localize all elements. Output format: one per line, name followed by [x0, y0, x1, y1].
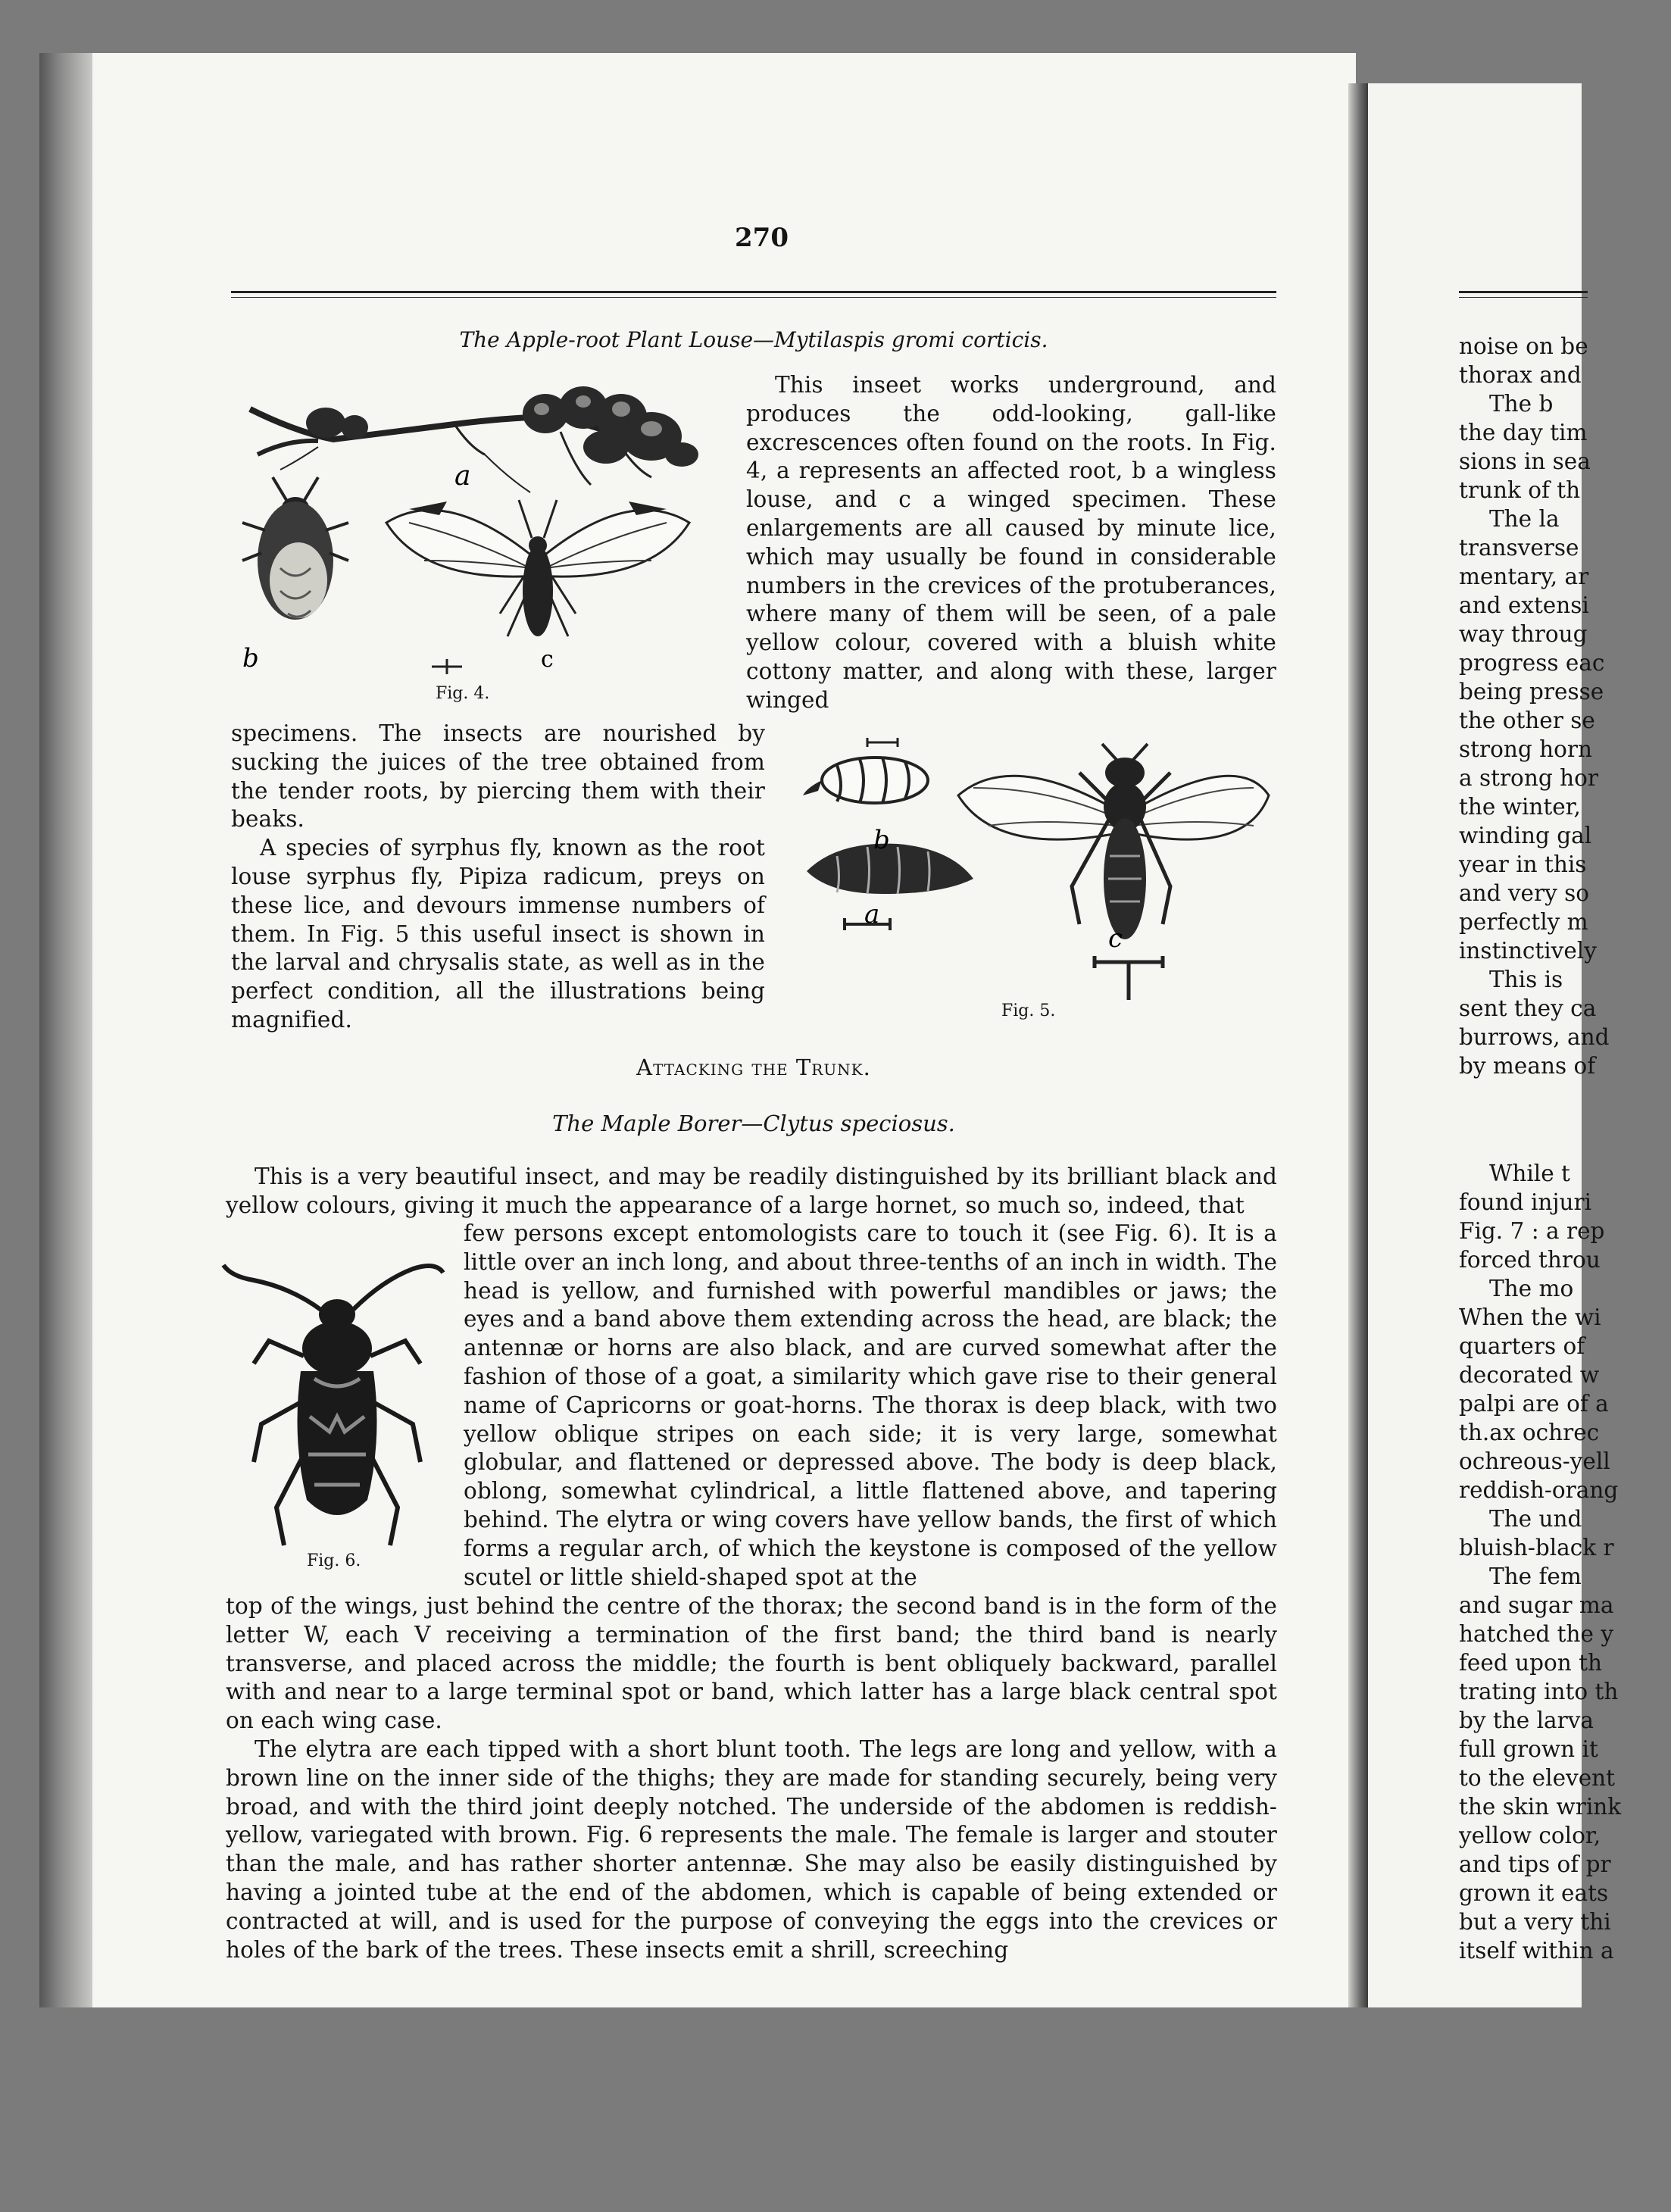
book-spine — [39, 53, 92, 2007]
fig5-label-c: c — [1108, 923, 1123, 954]
paragraph-maple-borer-intro — [226, 1163, 1277, 1220]
right-line: instinctively — [1459, 938, 1597, 964]
fig5-label-a: a — [864, 899, 880, 929]
right-line: feed upon th — [1459, 1650, 1602, 1676]
right-line: th.ax ochrec — [1459, 1420, 1600, 1445]
right-line: thorax and — [1459, 362, 1582, 388]
paragraph-elytra: The elytra are each tipped with a short blunt tooth. The legs are long and yellow, with a brown line on the inner side of the thighs; they are made for standing securely, being very broad, and with the third joint deeply notched. The underside of the abdomen is reddish-yellow, variegated with brown. Fig. 6 represents the male. The female is larger and stouter than the male, and has rather shorter antennæ. She may also be easily distinguished by having a jointed tube at the end of the abdomen, which is capable of being extended or contracted at will, and is used for the purpose of conveying the eggs into the crevices or holes of the bark of the trees. These insects emit a shrill, screeching — [226, 1736, 1277, 1963]
right-line: sions in sea — [1459, 448, 1591, 474]
fig4-illustration — [227, 379, 712, 712]
right-line: winding gal — [1459, 823, 1592, 848]
right-line: strong horn — [1459, 736, 1592, 762]
right-line: The mo — [1489, 1276, 1574, 1301]
right-header-rule — [1459, 291, 1588, 293]
right-line: to the elevent — [1459, 1765, 1616, 1791]
right-line: decorated w — [1459, 1362, 1600, 1388]
right-line: year in this — [1459, 851, 1587, 877]
fig4-label-b: b — [242, 643, 259, 673]
right-line: found injuri — [1459, 1189, 1592, 1215]
right-line: itself within a — [1459, 1938, 1614, 1964]
right-line: forced throu — [1459, 1247, 1601, 1273]
right-line: and tips of pr — [1459, 1851, 1611, 1877]
right-line: quarters of — [1459, 1333, 1585, 1359]
right-line: a strong hor — [1459, 765, 1598, 791]
paragraph-text: This is a very beautiful insect, and may be readily distinguished by its brilliant black and yellow colours, giving it much the appearance of a large hornet, so much so, indeed, that — [226, 1164, 1277, 1218]
right-line: the other se — [1459, 708, 1595, 733]
right-line: and sugar ma — [1459, 1592, 1614, 1618]
paragraph-text: specimens. The insects are nourished by sucking the juices of the tree obtained from the tender roots, by piercing them with their beaks. — [231, 720, 765, 833]
right-line: The la — [1489, 506, 1560, 532]
right-line: burrows, and — [1459, 1024, 1610, 1050]
right-line: progress eac — [1459, 650, 1605, 676]
right-line: ochreous-yell — [1459, 1448, 1610, 1474]
right-line: Fig. 7 : a rep — [1459, 1218, 1605, 1244]
section-title-apple-root: The Apple-root Plant Louse—Mytilaspis gromi corticis. — [459, 327, 1048, 352]
right-line: full grown it — [1459, 1736, 1598, 1762]
right-line: palpi are of a — [1459, 1391, 1609, 1417]
right-line: by the larva — [1459, 1707, 1594, 1733]
header-rule — [231, 291, 1276, 293]
right-line: the winter, — [1459, 794, 1581, 820]
right-line: The b — [1489, 391, 1554, 417]
fig4-label-a: a — [454, 461, 471, 492]
header-rule-thin — [231, 297, 1276, 298]
right-line: The fem — [1489, 1564, 1582, 1589]
paragraph-text: top of the wings, just behind the centre of the thorax; the second band is in the form of the letter W, each V receiving a termination of the first band; the third band is nearly transverse, and placed across the middle; the fourth is bent obliquely backward, parallel with and near to a large terminal spot or band, which latter has a large black central spot on each wing case. — [226, 1593, 1277, 1734]
right-line: noise on be — [1459, 333, 1588, 359]
right-line: grown it eats — [1459, 1880, 1609, 1906]
right-line: The und — [1489, 1506, 1582, 1532]
right-header-rule-thin — [1459, 297, 1588, 298]
fig4-label-c: c — [541, 646, 554, 673]
right-line: and very so — [1459, 880, 1590, 906]
page-number: 270 — [735, 223, 789, 253]
fig4-caption: Fig. 4. — [436, 684, 490, 703]
right-line: by means of — [1459, 1053, 1596, 1079]
right-line: the skin wrink — [1459, 1794, 1622, 1820]
right-line: mentary, ar — [1459, 564, 1589, 589]
right-line: way throug — [1459, 621, 1588, 647]
right-line: perfectly m — [1459, 909, 1588, 935]
fig5-label-b: b — [873, 825, 890, 855]
fig5-illustration — [799, 720, 1276, 1000]
right-line: the day tim — [1459, 420, 1588, 445]
right-line: and extensi — [1459, 592, 1589, 618]
fig5-caption: Fig. 5. — [1001, 1001, 1056, 1020]
right-line: bluish-black r — [1459, 1535, 1614, 1561]
right-line: While t — [1489, 1161, 1570, 1186]
right-line: yellow color, — [1459, 1823, 1601, 1848]
right-line: hatched the y — [1459, 1621, 1614, 1647]
right-line: transverse — [1459, 535, 1579, 561]
paragraph-text: few persons except entomologists care to touch it (see Fig. 6). It is a little over an inch long, and about three-tenths of an inch in width. The head is yellow, and furnished with powerful mandibles or jaws; the eyes and a band above them extending across the head, are black; the antennæ or horns are also black, and are curved somewhat after the fashion of those of a goat, a similarity which gave rise to their general name of Capricorns or goat-horns. The thorax is deep black, with two yellow oblique stripes on each side; it is very large, somewhat globular, and flattened or depressed above. The body is deep black, oblong, somewhat cylindrical, a little flattened above, and tapering behind. The elytra or wing covers have yellow bands, the first of which forms a regular arch, of which the keystone is composed of the yellow scutel or little shield-shaped spot at the — [464, 1220, 1277, 1590]
paragraph-maple-borer-description — [464, 1220, 1277, 1592]
right-line: sent they ca — [1459, 995, 1597, 1021]
fig6-caption: Fig. 6. — [307, 1551, 361, 1570]
right-page-text-top — [1459, 332, 1671, 1080]
book-gutter — [1348, 83, 1368, 2007]
right-line: reddish-orang — [1459, 1477, 1619, 1503]
paragraph-syrphus-fly: A species of syrphus fly, known as the root louse syrphus fly, Pipiza radicum, preys on these lice, and devours immense numbers of them. In Fig. 5 this useful insect is shown in the larval and chrysalis state, as well as in the perfect condition, all the illustrations being magnified. — [231, 835, 765, 1033]
right-line: This is — [1489, 967, 1563, 992]
right-line: being presse — [1459, 679, 1604, 705]
right-line: trating into th — [1459, 1679, 1619, 1704]
right-line: but a very thi — [1459, 1909, 1611, 1935]
right-line: When the wi — [1459, 1304, 1601, 1330]
section-title-maple-borer: The Maple Borer—Clytus speciosus. — [552, 1111, 955, 1136]
paragraph-apple-root-continued — [231, 720, 765, 1035]
heading-attacking-trunk: Attacking the Trunk. — [636, 1054, 871, 1080]
paragraph-maple-borer-bands — [226, 1592, 1277, 1964]
paragraph-apple-root-intro — [746, 371, 1276, 715]
fig6-illustration — [223, 1250, 451, 1553]
right-page-text-bottom — [1459, 1159, 1671, 1965]
right-line: trunk of th — [1459, 477, 1581, 503]
paragraph-text: This inseet works underground, and produces the odd-looking, gall-like excrescences often found on the roots. In Fig. 4, a represents an affected root, b a wingless louse, and c a winged specimen. These enlargements are all caused by minute lice, which may usually be found in considerable numbers in the crevices of the protuberances, where many of them will be seen, of a pale yellow colour, covered with a bluish white cottony matter, and along with these, larger winged — [746, 372, 1276, 713]
